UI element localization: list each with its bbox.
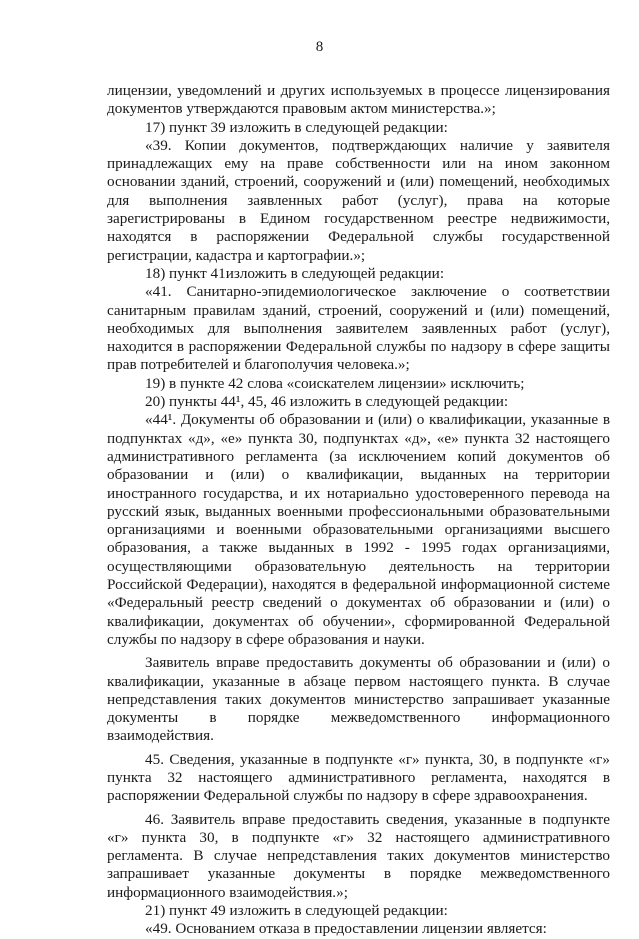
paragraph-clause-44-1: «44¹. Документы об образовании и (или) о квалификации, указанные в подпунктах «д», «е» пункта 30, подпунктах «д», «е» пункта 32 настоящего административного регламента (за исключением копий документов об образовании и (или) о квалификации, выданных на территории иностранного государства, и их нотариально удостоверенного перевода на русский язык, выданных военными профессиональными образовательными организациями и военными образовательными организациями высшего образования, а также выданных в 1992 - 1995 годах организациями, осуществляющими образовательную деятельность на территории Российской Федерации), находятся в федеральной информационной системе «Федеральный реестр сведений о документах об образовании и (или) о квалификации, документах об обучении», сформированной Федеральной службы по надзору в сфере образования и науки. [107,411,610,648]
paragraph-continuation: лицензии, уведомлений и других используемых в процессе лицензирования документов утверждаются правовым актом министерства.»; [107,82,610,118]
paragraph-clause-41: «41. Санитарно-эпидемиологическое заключение о соответствии санитарным правилам зданий, строений, сооружений и (или) помещений, необходимых для выполнения заявителем заявленных работ (услуг), находится в распоряжении Федеральной службы по надзору в сфере защиты прав потребителей и благополучия человека.»; [107,283,610,374]
paragraph-clause-45: 45. Сведения, указанные в подпункте «г» пункта, 30, в подпункте «г» пункта 32 настоящего административного регламента, находятся в распоряжении Федеральной службы по надзору в сфере здравоохранения. [107,750,610,805]
paragraph-clause-39: «39. Копии документов, подтверждающих наличие у заявителя принадлежащих ему на праве собственности или на ином законном основании зданий, строений, сооружений и (или) помещений, необходимых для выполнения заявленных работ (услуг), права на которые зарегистрированы в Едином государственном реестре недвижимости, находятся в распоряжении Федеральной службы государственной регистрации, кадастра и картографии.»; [107,136,610,264]
paragraph-item-19: 19) в пункте 42 слова «соискателем лицензии» исключить; [145,374,525,392]
paragraph-item-20: 20) пункты 44¹, 45, 46 изложить в следующей редакции: [145,393,509,411]
paragraph-clause-49: «49. Основанием отказа в предоставлении лицензии является: [145,920,547,938]
paragraph-applicant-right: Заявитель вправе предоставить документы об образовании и (или) о квалификации, указанные в абзаце первом настоящего пункта. В случае непредставления таких документов министерство запрашивает указанные документы в порядке межведомственного информационного взаимодействия. [107,654,610,745]
paragraph-clause-46: 46. Заявитель вправе предоставить сведения, указанные в подпункте «г» пункта 30, в подпункте «г» 32 настоящего административного регламента. В случае непредставления таких документов министерство запрашивает указанные документы в порядке межведомственного информационного взаимодействия.»; [107,810,610,901]
paragraph-item-17: 17) пункт 39 изложить в следующей редакции: [145,118,448,136]
document-body [107,82,610,939]
paragraph-item-21: 21) пункт 49 изложить в следующей редакции: [145,902,448,920]
page-number: 8 [315,39,324,55]
paragraph-item-18: 18) пункт 41изложить в следующей редакции: [145,264,445,282]
